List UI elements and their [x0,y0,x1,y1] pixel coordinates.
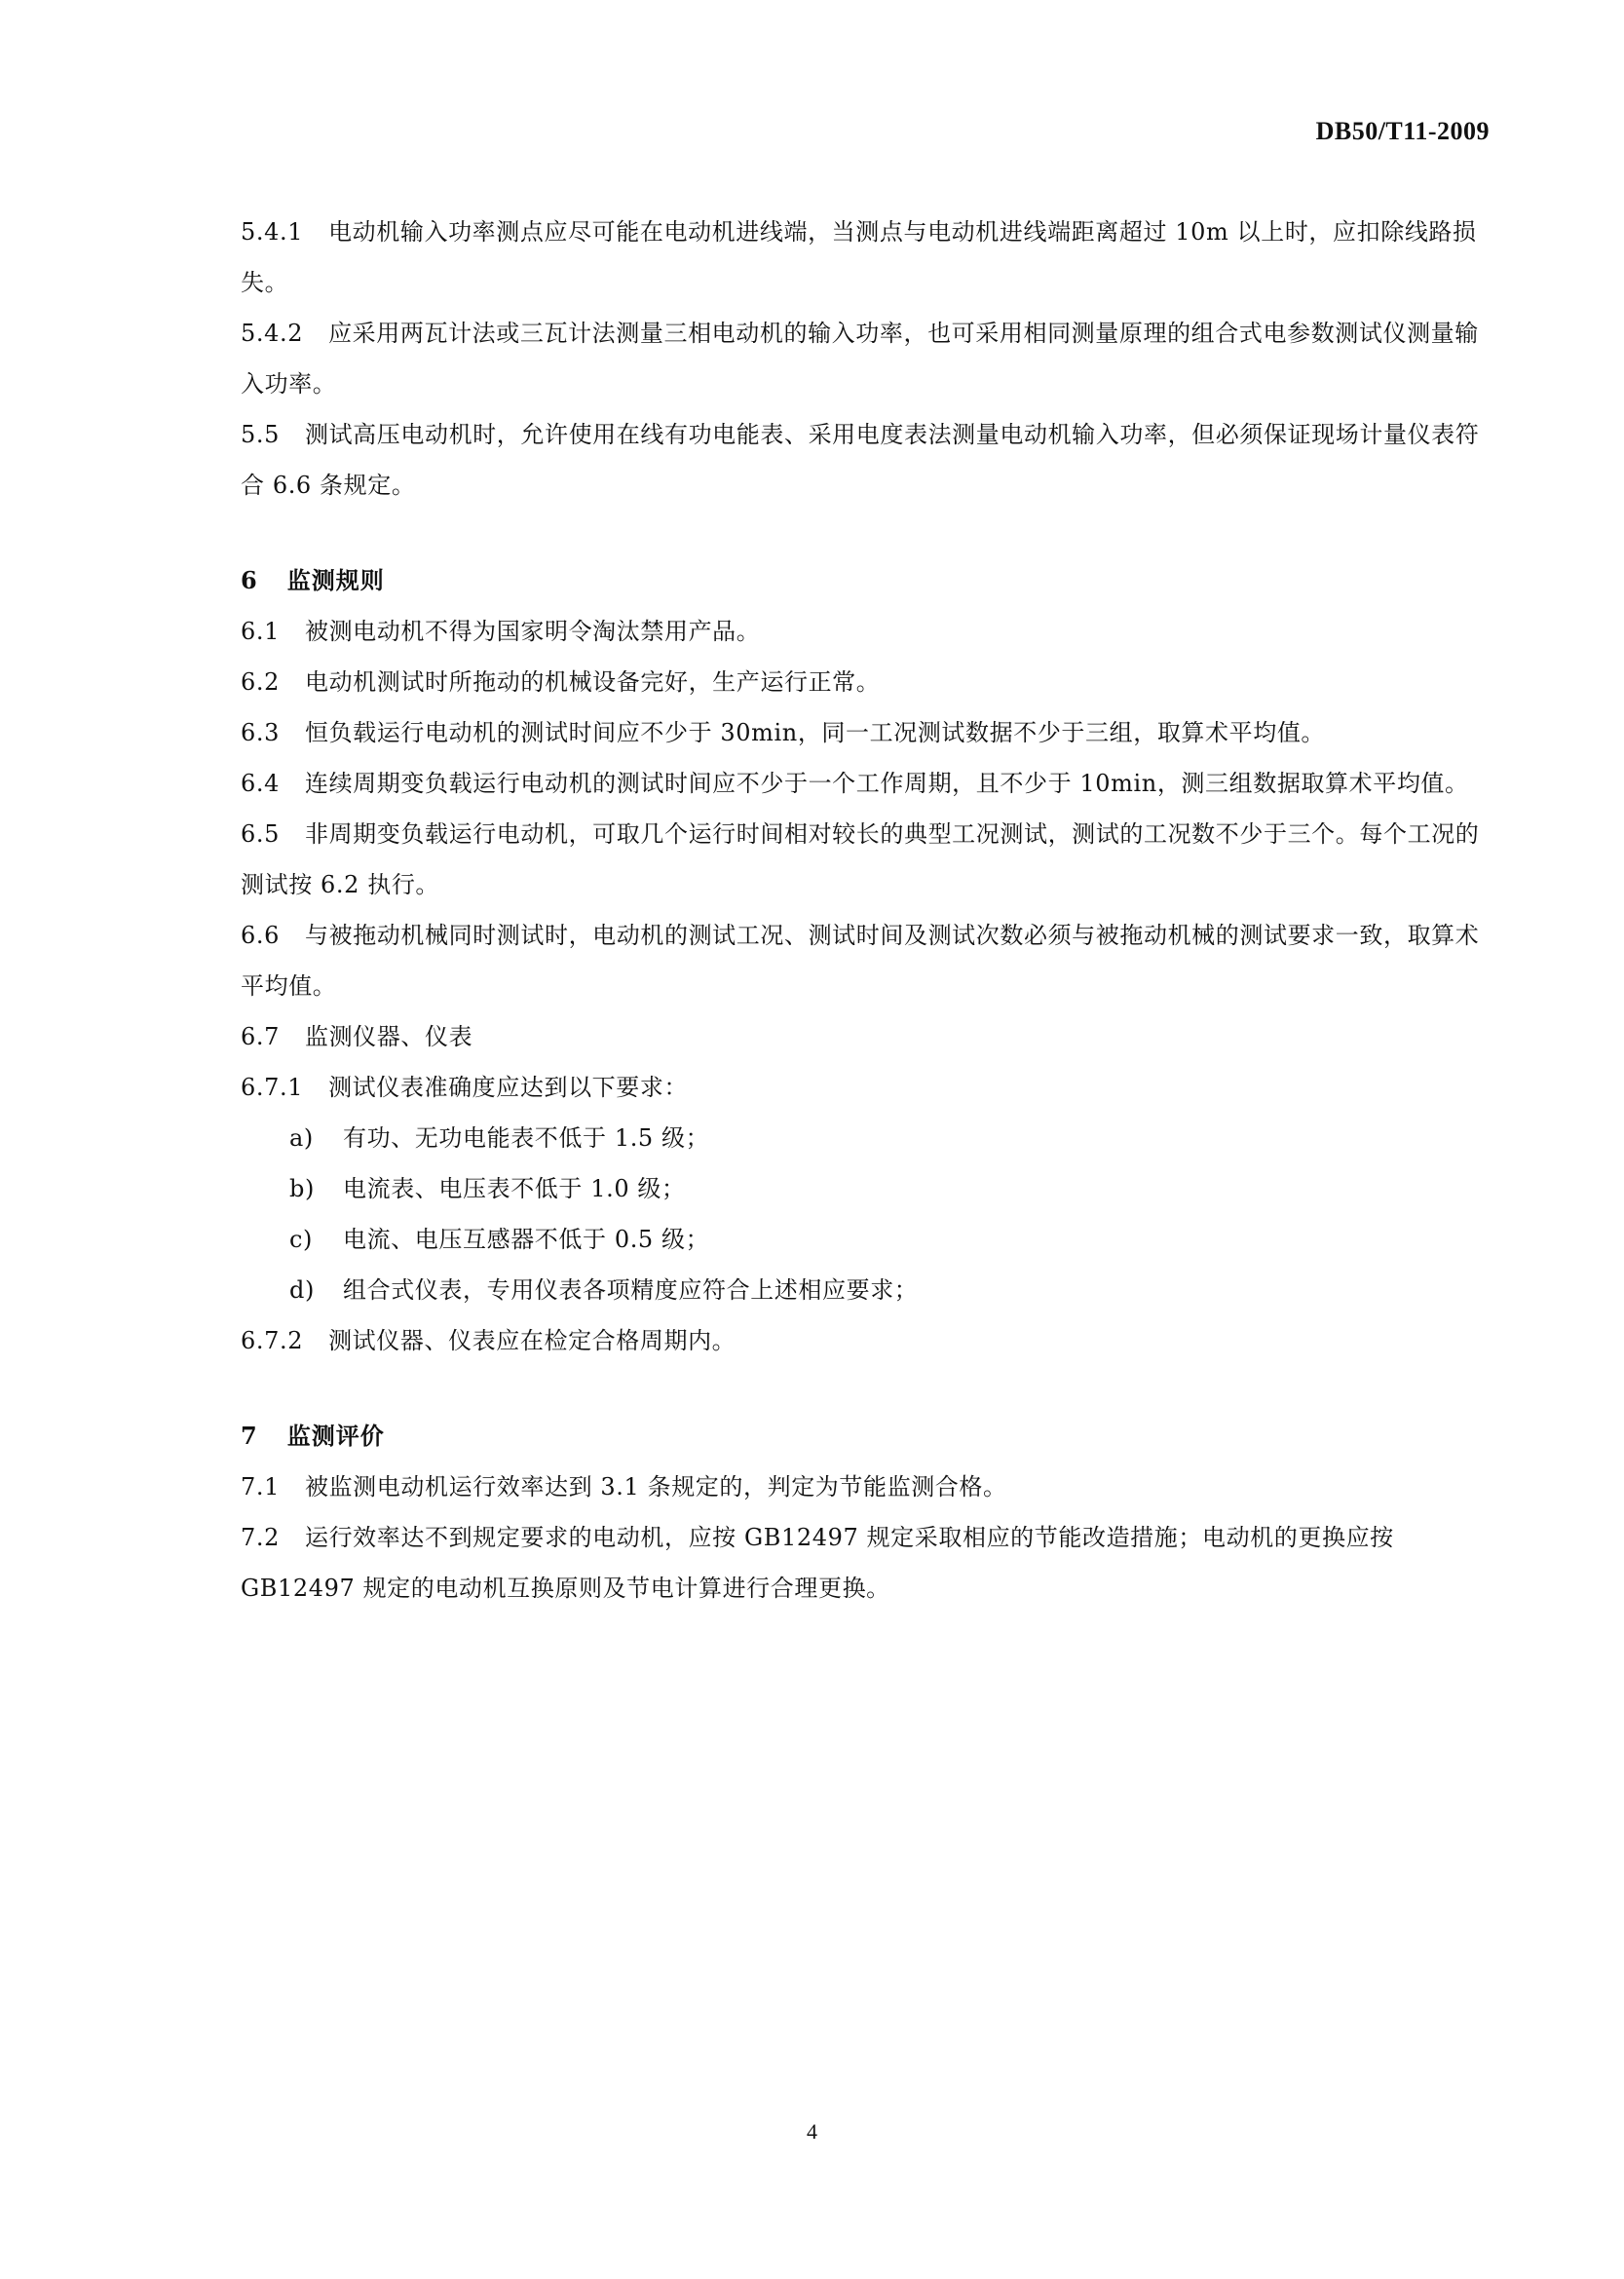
clause-text: 电动机测试时所拖动的机械设备完好，生产运行正常。 [304,668,881,696]
clause-number: c) [289,1226,314,1253]
clause-number: d) [289,1276,315,1304]
document-code: DB50/T11-2009 [1315,117,1490,145]
clause-number: 6.5 [241,820,280,848]
clause-paragraph [241,910,1497,1011]
clause-paragraph [241,1011,1497,1062]
clause-text: 测试仪表准确度应达到以下要求： [328,1074,689,1101]
clause-paragraph [241,758,1497,809]
clause-text: 应采用两瓦计法或三瓦计法测量三相电动机的输入功率，也可采用相同测量原理的组合式电参数测试仪测量输入功率。 [241,320,1479,398]
clause-number: 6.3 [241,719,280,746]
document-body [241,207,1497,1614]
clause-text: 运行效率达不到规定要求的电动机，应按 GB12497 规定采取相应的节能改造措施；电动机的更换应按 GB12497 规定的电动机互换原则及节电计算进行合理更换。 [241,1524,1394,1602]
clause-text: 测试仪器、仪表应在检定合格周期内。 [328,1327,736,1354]
clause-paragraph [241,1062,1497,1113]
clause-text: 监测仪器、仪表 [304,1023,473,1050]
clause-number: 6.7 [241,1023,280,1050]
clause-number: 7 [241,1422,258,1450]
clause-text: 电流、电压互感器不低于 0.5 级； [343,1226,710,1253]
clause-paragraph [241,1315,1497,1366]
clause-number: 6.7.2 [241,1327,304,1354]
clause-number: 6.1 [241,618,280,645]
clause-number: 6.2 [241,668,280,696]
clause-number: b) [289,1175,315,1202]
list-item [241,1113,1497,1163]
clause-number: 5.4.1 [241,218,304,246]
list-item [241,1163,1497,1214]
clause-paragraph [241,707,1497,758]
clause-paragraph [241,657,1497,707]
clause-paragraph [241,1462,1497,1512]
clause-paragraph [241,207,1497,308]
clause-text: 非周期变负载运行电动机，可取几个运行时间相对较长的典型工况测试，测试的工况数不少于三个。每个工况的测试按 6.2 执行。 [241,820,1480,898]
clause-text: 组合式仪表，专用仪表各项精度应符合上述相应要求； [343,1276,919,1304]
page-number: 4 [807,2119,817,2144]
clause-text: 有功、无功电能表不低于 1.5 级； [343,1124,710,1152]
clause-paragraph [241,809,1497,910]
clause-number: 6.6 [241,922,280,949]
clause-text: 电动机输入功率测点应尽可能在电动机进线端，当测点与电动机进线端距离超过 10m 以上时，应扣除线路损失。 [241,218,1477,296]
clause-text: 连续周期变负载运行电动机的测试时间应不少于一个工作周期，且不少于 10min，测三组数据取算术平均值。 [304,770,1469,797]
clause-text: 监测评价 [286,1422,385,1450]
clause-number: a) [289,1124,314,1152]
clause-number: 6 [241,566,258,594]
clause-text: 恒负载运行电动机的测试时间应不少于 30min，同一工况测试数据不少于三组，取算术平均值。 [304,719,1326,746]
clause-number: 5.4.2 [241,320,304,347]
clause-paragraph [241,409,1497,511]
clause-text: 监测规则 [286,566,385,594]
clause-paragraph [241,606,1497,657]
clause-number: 6.4 [241,770,280,797]
clause-number: 7.2 [241,1524,280,1551]
clause-number: 5.5 [241,421,280,448]
list-item [241,1265,1497,1315]
clause-text: 被测电动机不得为国家明令淘汰禁用产品。 [304,618,761,645]
clause-text: 电流表、电压表不低于 1.0 级； [343,1175,686,1202]
clause-text: 被监测电动机运行效率达到 3.1 条规定的，判定为节能监测合格。 [304,1473,1007,1500]
clause-paragraph [241,1512,1497,1614]
clause-text: 与被拖动机械同时测试时，电动机的测试工况、测试时间及测试次数必须与被拖动机械的测试要求一致，取算术平均值。 [241,922,1480,1000]
clause-number: 6.7.1 [241,1074,304,1101]
list-item [241,1214,1497,1265]
section-heading [241,1411,1497,1462]
clause-text: 测试高压电动机时，允许使用在线有功电能表、采用电度表法测量电动机输入功率，但必须保证现场计量仪表符合 6.6 条规定。 [241,421,1480,499]
clause-number: 7.1 [241,1473,280,1500]
clause-paragraph [241,308,1497,409]
section-heading [241,555,1497,606]
